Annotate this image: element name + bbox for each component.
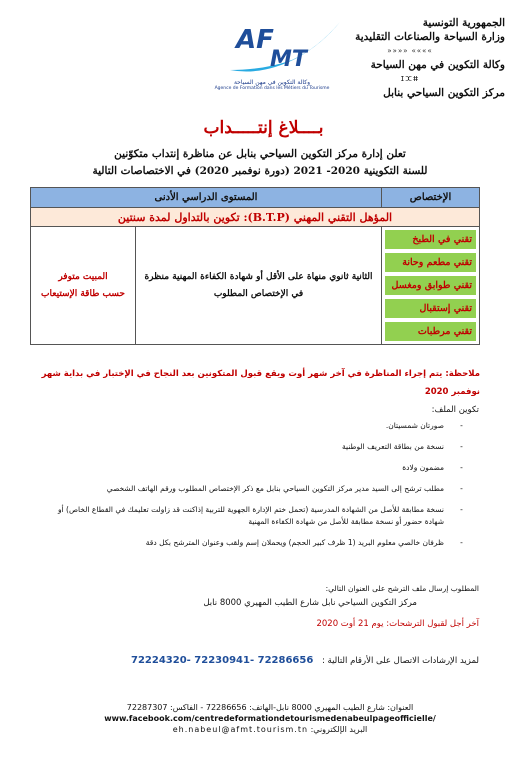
list-item: - ظرفان خالصي معلوم البريد (1 ظرف كبير الحجم) ويحملان إسم ولقب وعنوان المترشح بكل دقة (49, 537, 479, 549)
col-header-specialty: الإختصاص (382, 188, 480, 208)
note-text: ملاحظة: يتم إجراء المناظرة في آخر شهر أوت ويقع قبول المتكونين بعد النجاح في الإختبار في بداية شهر نوفمبر 2020 (41, 369, 480, 397)
phone-numbers: 72286656 -72230941 -72224320 (130, 655, 314, 666)
dossier-title: تكوين الملف: (431, 405, 479, 415)
svg-text:MT: MT (270, 47, 307, 72)
logo-caption-ar: وكالة التكوين في مهن السياحة (233, 79, 311, 86)
document-text: صورتان شمسيتان. (385, 421, 444, 430)
specialty-item: تقني إستقبال (385, 299, 476, 318)
intro-line-1: تعلن إدارة مركز التكوين السياحي بنابل عن مناظرة إنتداب متكوّنين (114, 148, 406, 160)
page-title: بــــلاغ إنتـــــداب (203, 118, 324, 138)
list-item: - نسخة من بطاقة التعريف الوطنية (49, 441, 479, 453)
list-item: - صورتان شمسيتان. (49, 420, 479, 432)
housing-cell (31, 227, 136, 345)
ornament-divider: »»»» «««« (387, 47, 433, 55)
postal-address: مركز التكوين السياحي نابل شارع الطيب المهيري 8000 نابل (203, 598, 417, 608)
list-item: - مطلب ترشح إلى السيد مدير مركز التكوين السياحي بنابل مع ذكر الإختصاص المطلوب ورقم الهاتف الشخصي (49, 483, 479, 495)
document-text: ظرفان خالصي معلوم البريد (1 ظرف كبير الحجم) ويحملان إسم ولقب وعنوان المترشح بكل دقة (145, 538, 444, 547)
specialty-item: تقني مرطبات (385, 322, 476, 341)
diploma-row: المؤهل التقني المهني (B.T.P): تكوين بالتداول لمدة سنتين (31, 208, 480, 227)
level-cell: الثانية ثانوي منهاة على الأقل أو شهادة الكفاءة المهنية منظرة في الإختصاص المطلوب (136, 227, 382, 345)
document-text: مطلب ترشح إلى السيد مدير مركز التكوين السياحي بنابل مع ذكر الإختصاص المطلوب ورقم الهاتف الشخصي (106, 484, 444, 493)
svg-text:AF: AF (236, 25, 274, 55)
contact-label: لمزيد الإرشادات الاتصال على الأرقام التالية : (321, 656, 479, 666)
logo-caption (188, 80, 356, 92)
ornament-divider-2: ⵊⵋⵌ (400, 75, 420, 83)
col-header-level: المستوى الدراسي الأدنى (31, 188, 382, 208)
document-text: نسخة من بطاقة التعريف الوطنية (341, 442, 444, 451)
specialty-item: تقني طوابق ومغسل (385, 276, 476, 295)
afmt-logo-icon (222, 18, 342, 78)
contact-info (131, 655, 479, 666)
deadline-text: آخر أجل لقبول الترشحات: يوم 21 أوت 2020 (316, 619, 479, 629)
republic-label: الجمهورية التونسية (422, 17, 505, 29)
center-label: مركز التكوين السياحي بنابل (383, 87, 505, 99)
intro-line-2: للسنة التكوينية 2020- 2021 (دورة نوفمبر 2020) في الاختصاصات التالية (92, 165, 428, 177)
ministry-label: وزارة السياحة والصناعات التقليدية (355, 31, 505, 43)
specialty-item: تقني مطعم وحانة (385, 253, 476, 272)
specialty-list (382, 227, 480, 345)
logo-caption-fr: Agence de Formation dans les Métiers du Tourisme (214, 86, 330, 91)
footer (40, 702, 500, 735)
agency-label: وكالة التكوين في مهن السياحة (370, 59, 505, 71)
document-text: نسخة مطابقة للأصل من الشهادة المدرسية (تحمل ختم الإدارة الجهوية للتربية إذاكنت قد زاولت تعليمك في القطاع الخاص) أو شهادة حضور أو نسخة مطابقة للأصل من شهادة الكفاءة المهنية (57, 505, 444, 526)
intro-text (40, 146, 480, 180)
footer-email[interactable]: البريد الإلكتروني: eh.nabeul@afmt.tourism.tn (172, 725, 368, 734)
footer-address: العنوان: شارع الطيب المهيري 8000 نابل-الهاتف: 72286656 - الفاكس: 72287307 (126, 703, 414, 712)
specialties-table (30, 187, 480, 345)
list-item: - نسخة مطابقة للأصل من الشهادة المدرسية (تحمل ختم الإدارة الجهوية للتربية إذاكنت قد زاولت تعليمك في القطاع الخاص) أو شهادة حضور أو نسخة مطابقة للأصل من شهادة الكفاءة المهنية (49, 504, 479, 528)
list-item: - مضمون ولادة (49, 462, 479, 474)
document-text: مضمون ولادة (402, 463, 444, 472)
documents-list (49, 420, 479, 558)
footer-facebook-link[interactable]: www.facebook.com/centredeformationdetourismedenabeulpageofficielle/ (104, 714, 436, 723)
specialty-item: تقني في الطبخ (385, 230, 476, 249)
housing-line-2: حسب طاقة الإستيعاب (41, 288, 125, 299)
housing-line-1: المبيت متوفر (58, 271, 108, 282)
send-instruction: المطلوب إرسال ملف الترشح على العنوان التالي: (325, 584, 479, 593)
